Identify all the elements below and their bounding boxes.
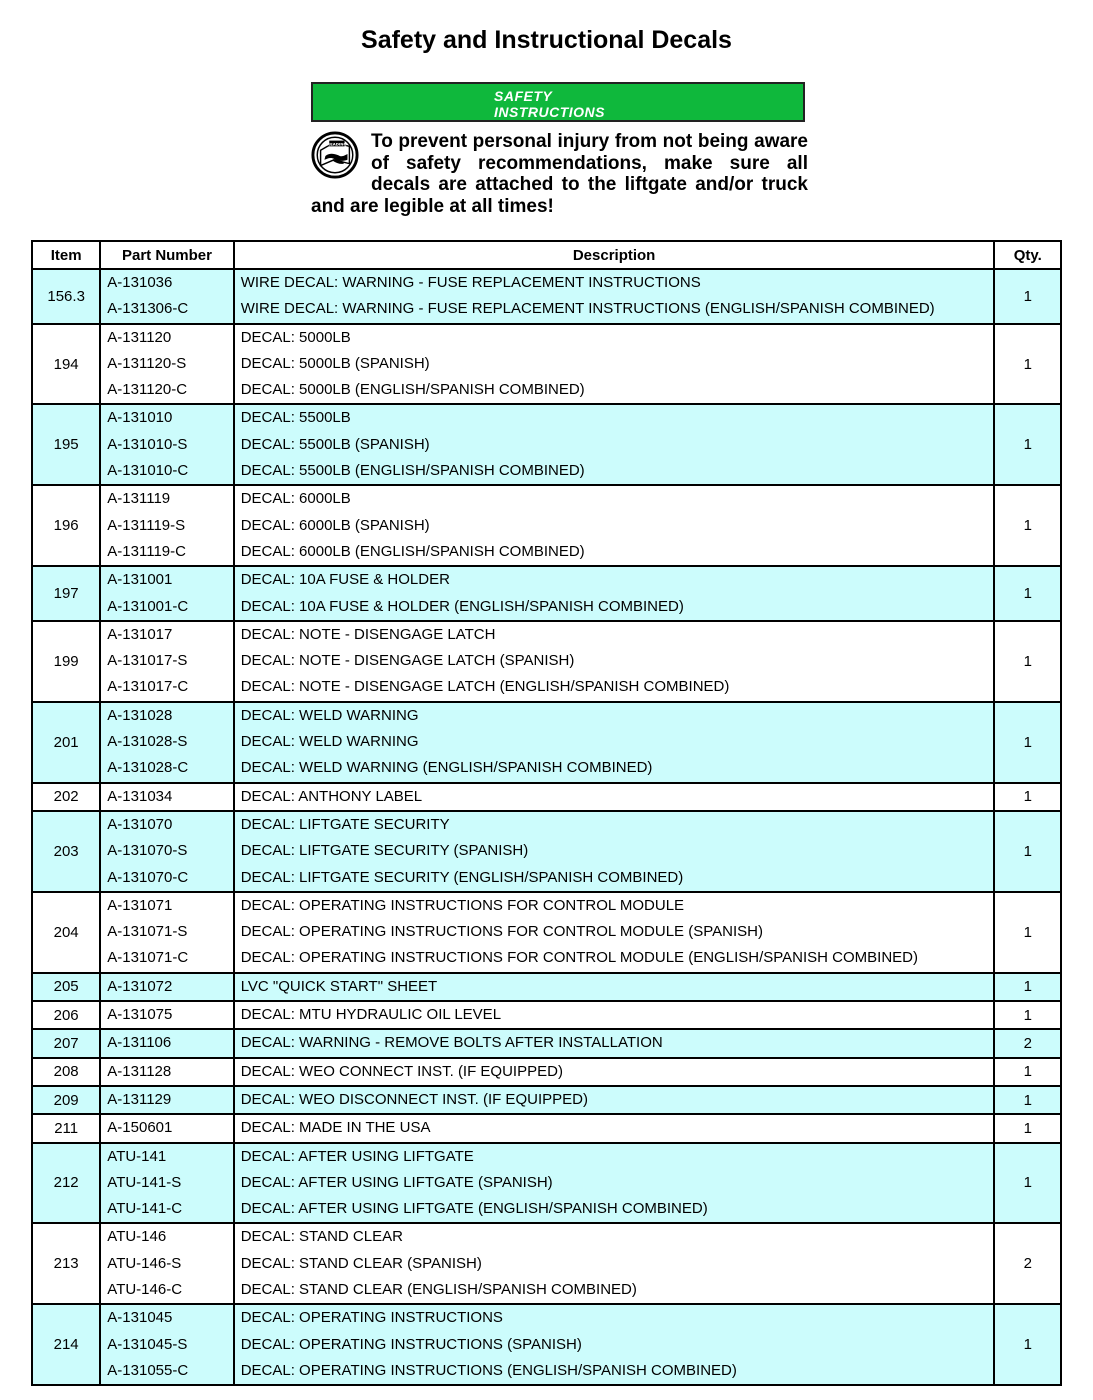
part-number: A-131071-S [107,923,188,941]
cell-part-number [100,892,233,973]
cell-part-number [100,1029,233,1057]
table-row [32,1029,1061,1057]
cell-qty: 1 [994,1114,1061,1142]
notice-text: To prevent personal injury from not being aware of safety recommendations, make sure all decals are attached to the liftgate and/or truck and are legible at all times! [311,131,808,217]
description: DECAL: 6000LB (ENGLISH/SPANISH COMBINED) [240,542,585,560]
part-number: A-131034 [107,787,173,805]
part-number: A-131070-C [107,868,189,886]
part-number: A-131072 [107,977,173,995]
cell-part-number [100,1304,233,1385]
cell-qty: 1 [994,892,1061,973]
cell-description [234,566,995,621]
manual-reading-icon [311,131,359,179]
cell-qty: 1 [994,485,1061,566]
description: DECAL: STAND CLEAR (SPANISH) [240,1254,482,1272]
description: DECAL: NOTE - DISENGAGE LATCH (SPANISH) [240,652,575,670]
table-row [32,1304,1061,1385]
cell-part-number [100,702,233,783]
cell-description [234,811,995,892]
cell-description [234,1304,995,1385]
table-row-content [32,1143,1061,1224]
cell-item: 212 [32,1143,100,1224]
cell-item: 214 [32,1304,100,1385]
description: DECAL: OPERATING INSTRUCTIONS [240,1309,503,1327]
cell-item: 197 [32,566,100,621]
cell-part-number [100,1086,233,1114]
cell-qty: 1 [994,1058,1061,1086]
description: DECAL: MTU HYDRAULIC OIL LEVEL [240,1006,502,1024]
cell-item: 213 [32,1223,100,1304]
safety-notice [311,131,808,217]
table-row-content [32,811,1061,892]
description: WIRE DECAL: WARNING - FUSE REPLACEMENT INSTRUCTIONS [240,274,701,291]
part-number: A-131036 [107,274,173,291]
cell-item: 207 [32,1029,100,1057]
table-row-content [32,1086,1061,1114]
part-number: A-131045-S [107,1335,188,1353]
cell-description [234,892,995,973]
description: DECAL: OPERATING INSTRUCTIONS FOR CONTROL MODULE (SPANISH) [240,923,763,941]
page-title: Safety and Instructional Decals [361,26,732,54]
description: DECAL: 5500LB (SPANISH) [240,435,430,453]
cell-description [234,1058,995,1086]
description: DECAL: 5500LB (ENGLISH/SPANISH COMBINED) [240,462,585,480]
description: DECAL: WELD WARNING (ENGLISH/SPANISH COMBINED) [240,759,653,777]
cell-item: 201 [32,702,100,783]
table-row [32,1001,1061,1029]
cell-item: 208 [32,1058,100,1086]
description: DECAL: STAND CLEAR (ENGLISH/SPANISH COMBINED) [240,1280,637,1298]
part-number: A-131017-C [107,678,189,696]
cell-item: 156.3 [32,269,100,324]
part-number: A-150601 [107,1119,173,1137]
table-row [32,1143,1061,1224]
part-number: A-131106 [107,1034,172,1052]
cell-part-number [100,783,233,811]
cell-part-number [100,1001,233,1029]
table-row [32,621,1061,702]
description: DECAL: AFTER USING LIFTGATE (ENGLISH/SPANISH COMBINED) [240,1200,708,1218]
table-row-content [32,485,1061,566]
description: DECAL: LIFTGATE SECURITY [240,815,450,833]
parts-table [31,240,1062,1386]
description: WIRE DECAL: WARNING - FUSE REPLACEMENT INSTRUCTIONS (ENGLISH/SPANISH COMBINED) [240,300,935,318]
part-number: A-131028-S [107,733,188,751]
cell-qty: 1 [994,811,1061,892]
part-number: ATU-141-C [107,1200,183,1218]
cell-qty: 1 [994,783,1061,811]
table-row [32,324,1061,405]
table-row [32,702,1061,783]
part-number: A-131010-S [107,435,188,453]
table-row-content [32,1058,1061,1086]
cell-part-number [100,973,233,1001]
table-row [32,566,1061,621]
description: DECAL: 6000LB (SPANISH) [240,516,430,534]
description: DECAL: WELD WARNING [240,733,419,751]
part-number: A-131028 [107,706,173,724]
table-row [32,783,1061,811]
banner-line-1: SAFETY [494,88,553,104]
description: DECAL: OPERATING INSTRUCTIONS (SPANISH) [240,1335,582,1353]
description: DECAL: NOTE - DISENGAGE LATCH (ENGLISH/SPANISH COMBINED) [240,678,730,696]
description: DECAL: 10A FUSE & HOLDER [240,571,450,589]
description: DECAL: STAND CLEAR [240,1228,403,1246]
description: DECAL: 5000LB (SPANISH) [240,354,430,372]
table-row-content [32,621,1061,702]
cell-item: 205 [32,973,100,1001]
part-number: A-131017 [107,625,173,643]
part-number: A-131306-C [107,300,189,318]
cell-item: 196 [32,485,100,566]
table-row-content [32,783,1061,811]
header-description: Description [234,241,995,269]
description: DECAL: AFTER USING LIFTGATE (SPANISH) [240,1173,553,1191]
table-row-content [32,973,1061,1001]
table-row [32,485,1061,566]
table-row [32,1114,1061,1142]
part-number: A-131045 [107,1309,173,1327]
cell-item: 203 [32,811,100,892]
cell-description [234,404,995,485]
part-number: A-131010-C [107,462,189,480]
cell-item: 194 [32,324,100,405]
cell-description [234,1114,995,1142]
part-number: A-131119-C [107,542,186,560]
table-row [32,404,1061,485]
part-number: A-131001 [107,571,173,589]
part-number: A-131120-C [107,381,188,399]
cell-item: 204 [32,892,100,973]
description: DECAL: WELD WARNING [240,706,419,724]
cell-description [234,1223,995,1304]
table-row-content [32,1114,1061,1142]
cell-qty: 1 [994,621,1061,702]
description: DECAL: NOTE - DISENGAGE LATCH [240,625,496,643]
header-part-number: Part Number [100,241,233,269]
part-number: A-131028-C [107,759,189,777]
description: DECAL: 10A FUSE & HOLDER (ENGLISH/SPANISH COMBINED) [240,597,684,615]
cell-part-number [100,324,233,405]
table-row [32,269,1061,324]
cell-part-number [100,1058,233,1086]
cell-description [234,973,995,1001]
cell-part-number [100,269,233,324]
part-number: A-131128 [107,1062,172,1080]
cell-description [234,702,995,783]
table-row-content [32,324,1061,405]
banner-line-2: INSTRUCTIONS [494,104,605,120]
table-row [32,1086,1061,1114]
cell-part-number [100,621,233,702]
header-item: Item [32,241,100,269]
part-number: A-131071 [107,896,173,914]
cell-part-number [100,1143,233,1224]
part-number: A-131070 [107,815,173,833]
cell-item: 211 [32,1114,100,1142]
part-number: ATU-141-S [107,1173,182,1191]
table-row-content [32,892,1061,973]
cell-qty: 1 [994,702,1061,783]
description: DECAL: LIFTGATE SECURITY (SPANISH) [240,842,529,860]
part-number: A-131017-S [107,652,188,670]
cell-item: 202 [32,783,100,811]
description: DECAL: 5000LB (ENGLISH/SPANISH COMBINED) [240,381,585,399]
part-number: ATU-141 [107,1147,167,1165]
cell-qty: 2 [994,1223,1061,1304]
cell-item: 195 [32,404,100,485]
table-row [32,811,1061,892]
description: DECAL: 5000LB [240,328,351,346]
cell-qty: 1 [994,1086,1061,1114]
description: DECAL: LIFTGATE SECURITY (ENGLISH/SPANISH COMBINED) [240,868,684,886]
cell-qty: 1 [994,566,1061,621]
part-number: A-131075 [107,1006,173,1024]
icon-label: READING [327,141,347,147]
description: DECAL: WEO DISCONNECT INST. (IF EQUIPPED) [240,1090,588,1108]
description: DECAL: 6000LB [240,490,351,508]
safety-instructions-banner [311,82,805,122]
table-header-row [32,241,1061,269]
description: DECAL: MADE IN THE USA [240,1119,431,1137]
part-number: A-131071-C [107,949,189,967]
table-row-content [32,1029,1061,1057]
part-number: ATU-146-C [107,1280,183,1298]
part-number: A-131120-S [107,354,187,372]
part-number: A-131120 [107,328,172,346]
cell-item: 199 [32,621,100,702]
description: DECAL: 5500LB [240,409,351,427]
cell-part-number [100,566,233,621]
table-row-content [32,566,1061,621]
table-row-content [32,269,1061,324]
cell-part-number [100,485,233,566]
cell-description [234,485,995,566]
cell-qty: 1 [994,1001,1061,1029]
table-row [32,1223,1061,1304]
cell-description [234,621,995,702]
table-row-content [32,1223,1061,1304]
cell-qty: 1 [994,1143,1061,1224]
part-number: ATU-146-S [107,1254,182,1272]
header-qty: Qty. [994,241,1061,269]
cell-description [234,324,995,405]
part-number: A-131129 [107,1090,172,1108]
cell-description [234,269,995,324]
part-number: A-131010 [107,409,173,427]
table-row [32,892,1061,973]
cell-description [234,1029,995,1057]
cell-qty: 1 [994,324,1061,405]
table-row-content [32,1304,1061,1385]
cell-qty: 1 [994,269,1061,324]
cell-description [234,783,995,811]
part-number: A-131001-C [107,597,189,615]
cell-qty: 1 [994,973,1061,1001]
cell-description [234,1001,995,1029]
part-number: A-131055-C [107,1361,189,1379]
cell-qty: 2 [994,1029,1061,1057]
part-number: ATU-146 [107,1228,167,1246]
cell-qty: 1 [994,1304,1061,1385]
description: DECAL: OPERATING INSTRUCTIONS (ENGLISH/SPANISH COMBINED) [240,1361,737,1379]
part-number: A-131070-S [107,842,188,860]
cell-part-number [100,811,233,892]
cell-item: 209 [32,1086,100,1114]
cell-part-number [100,1223,233,1304]
cell-description [234,1086,995,1114]
cell-part-number [100,404,233,485]
description: LVC "QUICK START" SHEET [240,977,438,995]
description: DECAL: WEO CONNECT INST. (IF EQUIPPED) [240,1062,563,1080]
part-number: A-131119 [107,490,171,508]
notice-icon-slot [311,131,371,195]
description: DECAL: ANTHONY LABEL [240,787,423,805]
description: DECAL: WARNING - REMOVE BOLTS AFTER INSTALLATION [240,1034,663,1052]
part-number: A-131119-S [107,516,186,534]
table-row [32,1058,1061,1086]
table-row-content [32,1001,1061,1029]
table-row-content [32,404,1061,485]
cell-qty: 1 [994,404,1061,485]
banner-text [494,88,654,120]
cell-description [234,1143,995,1224]
description: DECAL: OPERATING INSTRUCTIONS FOR CONTROL MODULE (ENGLISH/SPANISH COMBINED) [240,949,918,967]
description: DECAL: AFTER USING LIFTGATE [240,1147,474,1165]
cell-item: 206 [32,1001,100,1029]
table-row-content [32,702,1061,783]
description: DECAL: OPERATING INSTRUCTIONS FOR CONTROL MODULE [240,896,685,914]
table-row [32,973,1061,1001]
cell-part-number [100,1114,233,1142]
